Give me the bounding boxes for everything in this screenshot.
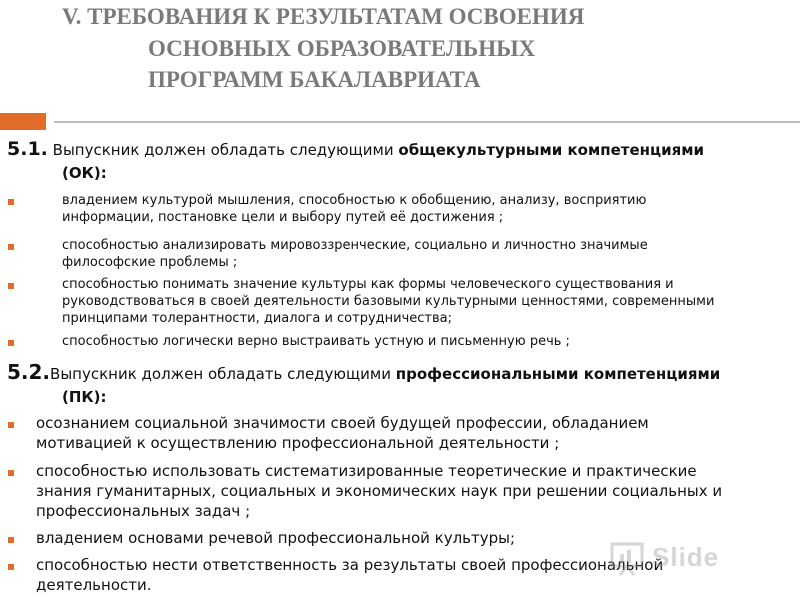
list-item [62, 237, 782, 271]
watermark-text: Slide [652, 542, 720, 572]
section-emphasis: профессиональными компетенциями [395, 365, 721, 383]
list-item [62, 192, 782, 226]
list-item-line: деятельности. [36, 576, 152, 594]
bullet-marker [8, 537, 14, 543]
list-item-line: философские проблемы ; [62, 255, 238, 270]
section-abbr: (ПК): [62, 388, 107, 406]
list-item-line: способностью нести ответственность за результаты своей профессиональной [36, 556, 664, 574]
list-item-line: способностью использовать систематизированные теоретические и практические [36, 462, 697, 480]
list-item-line: осознанием социальной значимости своей будущей профессии, обладанием [36, 414, 649, 432]
section-number: 5.2. [7, 360, 51, 384]
list-item [62, 276, 782, 327]
list-item-line: информации, постановке цели и выбору путей её достижения ; [62, 210, 504, 225]
list-item-line: руководствоваться в своей деятельности базовыми культурными ценностями, современными [62, 294, 715, 309]
title-line-2: ОСНОВНЫХ ОБРАЗОВАТЕЛЬНЫХ [148, 36, 536, 61]
section-heading [7, 362, 795, 384]
accent-bar [0, 113, 46, 130]
page-title [0, 0, 800, 108]
list-item-line: способностью логически верно выстраивать устную и письменную речь ; [62, 334, 570, 349]
title-line-1: V. ТРЕБОВАНИЯ К РЕЗУЛЬТАТАМ ОСВОЕНИЯ [62, 4, 585, 29]
section-lead: Выпускник должен обладать следующими [47, 141, 399, 159]
section-abbr: (ОК): [62, 164, 107, 182]
list-item-line: владением основами речевой профессиональной культуры; [36, 529, 516, 547]
bullet-marker [8, 199, 14, 205]
list-item-line: мотивацией к осуществлению профессиональной деятельности ; [36, 434, 560, 452]
bullet-marker [8, 283, 14, 289]
section-lead: Выпускник должен обладать следующими [50, 365, 396, 383]
watermark-logo [608, 540, 768, 576]
bullet-marker [8, 422, 14, 428]
list-item-line: способностью понимать значение культуры как формы человеческого существования и [62, 277, 674, 292]
bullet-marker [8, 244, 14, 250]
bullet-marker [8, 470, 14, 476]
list-item [36, 413, 796, 453]
list-item-line: принципами толерантности, диалога и сотрудничества; [62, 311, 452, 326]
list-item [36, 461, 796, 521]
list-item-line: профессиональных задач ; [36, 502, 251, 520]
bullet-marker [8, 340, 14, 346]
presentation-icon [608, 540, 648, 576]
divider-line [54, 121, 800, 123]
section-number: 5.1. [7, 138, 48, 160]
list-item-line: способностью анализировать мировоззренческие, социально и личностно значимые [62, 238, 648, 253]
list-item-line: знания гуманитарных, социальных и экономических наук при решении социальных и [36, 482, 723, 500]
bullet-marker [8, 564, 14, 570]
section-heading [7, 139, 795, 160]
list-item [62, 333, 782, 350]
title-line-3: ПРОГРАММ БАКАЛАВРИАТА [148, 67, 481, 92]
list-item-line: владением культурой мышления, способностью к обобщению, анализу, восприятию [62, 193, 647, 208]
section-emphasis: общекультурными компетенциями [398, 141, 705, 159]
